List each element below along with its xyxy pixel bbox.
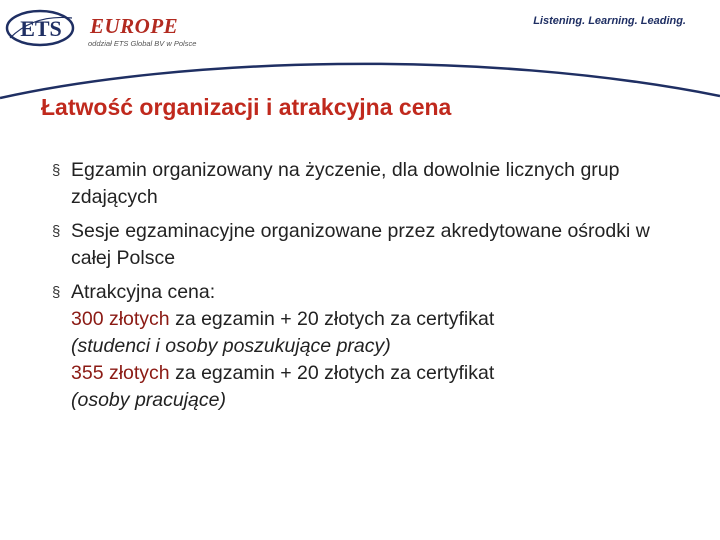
bullet-text: Sesje egzaminacyjne organizowane przez akredytowane ośrodki w całej Polsce <box>71 220 650 269</box>
bullet-item <box>52 157 692 211</box>
bullet-list <box>52 157 692 421</box>
price-details: za egzamin + 20 złotych za certyfikat <box>169 308 495 330</box>
ets-logo-text: ETS <box>20 16 62 41</box>
square-bullet-icon: § <box>52 284 61 301</box>
tagline: Listening. Learning. Leading. <box>533 15 686 27</box>
price-details: za egzamin + 20 złotych za certyfikat <box>169 362 495 384</box>
header-swoosh <box>0 50 720 100</box>
price-line <box>71 360 692 387</box>
slide-title: Łatwość organizacji i atrakcyjna cena <box>41 94 452 120</box>
bullet-text: Atrakcyjna cena: <box>71 281 216 303</box>
europe-title: EUROPE <box>90 14 179 38</box>
price-note: (studenci i osoby poszukujące pracy) <box>71 335 391 357</box>
price-amount: 300 złotych <box>71 308 170 330</box>
square-bullet-icon: § <box>52 162 61 179</box>
price-note: (osoby pracujące) <box>71 389 226 411</box>
square-bullet-icon: § <box>52 223 61 240</box>
price-amount: 355 złotych <box>71 362 170 384</box>
price-line <box>71 306 692 333</box>
slide-header <box>0 0 720 100</box>
bullet-item <box>52 218 692 272</box>
ets-logo <box>4 8 78 48</box>
bullet-item <box>52 279 692 414</box>
europe-subtitle: oddział ETS Global BV w Polsce <box>88 39 197 48</box>
bullet-text: Egzamin organizowany na życzenie, dla dowolnie licznych grup zdających <box>71 159 620 208</box>
